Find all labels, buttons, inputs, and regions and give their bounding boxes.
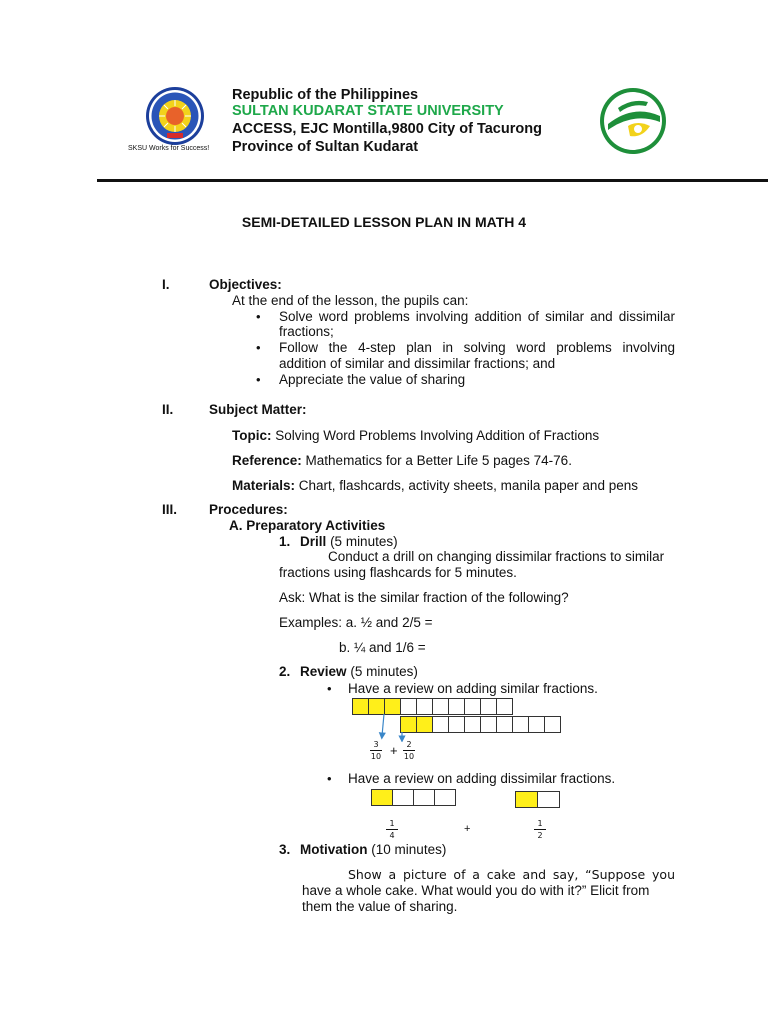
fraction-bar-line	[386, 829, 398, 830]
similar-fraction-1	[369, 740, 383, 761]
shaded-fraction-cell	[352, 698, 369, 715]
procedures-numeral: III.	[162, 502, 178, 517]
fraction-cell	[544, 716, 561, 733]
drill-heading	[279, 534, 398, 550]
similar-fraction-2-num: 2	[406, 740, 412, 749]
objectives-intro: At the end of the lesson, the pupils can:	[232, 293, 469, 308]
shaded-fraction-cell	[515, 791, 538, 808]
section-a-heading: A. Preparatory Activities	[229, 518, 386, 533]
reference-line	[232, 453, 572, 469]
similar-fraction-1-num: 3	[373, 740, 379, 749]
motivation-heading	[279, 842, 446, 858]
fraction-cell	[480, 716, 497, 733]
fraction-cell	[416, 698, 433, 715]
review-heading	[279, 664, 418, 680]
fraction-cell	[432, 716, 449, 733]
reference-value: Mathematics for a Better Life 5 pages 74-76.	[305, 453, 572, 468]
access-logo	[598, 86, 668, 161]
fraction-cell	[480, 698, 497, 715]
similar-fraction-2-den: 10	[403, 752, 415, 761]
similar-fraction-1-den: 10	[370, 752, 382, 761]
objective-1-line1: Solve word problems involving addition of similar and dissimilar	[279, 309, 675, 324]
dissimilar-fraction-1-num: 1	[389, 819, 395, 828]
fraction-cell	[413, 789, 435, 806]
drill-line2: fractions using flashcards for 5 minutes.	[279, 565, 517, 580]
dissimilar-fraction-bar-2	[515, 791, 562, 808]
motivation-line3: them the value of sharing.	[302, 899, 458, 914]
fraction-cell	[537, 791, 560, 808]
procedures-heading: Procedures:	[209, 502, 288, 517]
subject-numeral: II.	[162, 402, 174, 417]
objective-2-line1: Follow the 4-step plan in solving word problems involving	[279, 340, 675, 355]
seal-caption: SKSU Works for Success!	[128, 145, 210, 152]
fraction-cell	[464, 716, 481, 733]
fraction-cell	[512, 716, 529, 733]
drill-number: 1.	[279, 534, 291, 549]
fraction-cell	[528, 716, 545, 733]
objective-1-line2: fractions;	[279, 324, 334, 339]
fraction-cell	[496, 698, 513, 715]
bullet-icon: •	[327, 771, 332, 786]
objectives-numeral: I.	[162, 277, 170, 292]
dissimilar-plus: +	[464, 823, 471, 835]
dissimilar-fraction-1-den: 4	[389, 831, 395, 840]
dissimilar-fraction-1	[385, 819, 399, 840]
fraction-bar-line	[370, 750, 382, 751]
page-title: SEMI-DETAILED LESSON PLAN IN MATH 4	[241, 214, 527, 230]
bullet-icon: •	[256, 340, 261, 355]
similar-fraction-bar-2	[400, 716, 571, 733]
objective-3: Appreciate the value of sharing	[279, 372, 466, 387]
review-duration: (5 minutes)	[350, 664, 418, 679]
review-item-dissimilar: Have a review on adding dissimilar fractions.	[348, 771, 616, 786]
motivation-number: 3.	[279, 842, 291, 857]
bullet-icon: •	[256, 309, 261, 324]
drill-example-b: b. ¼ and 1/6 =	[339, 640, 426, 655]
access-logo-icon	[598, 86, 668, 156]
dissimilar-fraction-2-num: 1	[537, 819, 543, 828]
topic-label: Topic:	[232, 428, 272, 443]
review-number: 2.	[279, 664, 291, 679]
fraction-cell	[432, 698, 449, 715]
bullet-icon: •	[256, 372, 261, 387]
header-province: Province of Sultan Kudarat	[232, 139, 419, 155]
drill-duration: (5 minutes)	[330, 534, 398, 549]
review-item-similar: Have a review on adding similar fractions.	[348, 681, 598, 696]
topic-value: Solving Word Problems Involving Addition of Fractions	[275, 428, 600, 443]
header-divider	[97, 179, 768, 182]
review-title: Review	[300, 664, 347, 679]
bullet-icon: •	[327, 681, 332, 696]
subject-heading: Subject Matter:	[209, 402, 307, 417]
arrow-down-icon	[382, 714, 384, 736]
motivation-title: Motivation	[300, 842, 368, 857]
dissimilar-fraction-2	[533, 819, 547, 840]
shaded-fraction-cell	[371, 789, 393, 806]
header-university-name: SULTAN KUDARAT STATE UNIVERSITY	[232, 103, 504, 119]
fraction-cell	[448, 716, 465, 733]
motivation-duration: (10 minutes)	[371, 842, 447, 857]
similar-plus: +	[390, 743, 398, 758]
dissimilar-fraction-bar-1	[371, 789, 460, 806]
materials-label: Materials:	[232, 478, 296, 493]
materials-line	[232, 478, 638, 494]
dissimilar-fraction-2-den: 2	[537, 831, 543, 840]
fraction-cell	[434, 789, 456, 806]
topic-line	[232, 428, 599, 444]
objectives-heading: Objectives:	[209, 277, 282, 292]
motivation-line1: Show a picture of a cake and say, “Suppose you	[348, 867, 675, 882]
fraction-cell	[392, 789, 414, 806]
drill-title: Drill	[300, 534, 327, 549]
drill-ask: Ask: What is the similar fraction of the following?	[279, 590, 569, 605]
materials-value: Chart, flashcards, activity sheets, manila paper and pens	[298, 478, 638, 493]
drill-example-a: Examples: a. ½ and 2/5 =	[279, 615, 433, 630]
header-address: ACCESS, EJC Montilla,9800 City of Tacurong	[232, 121, 542, 137]
motivation-line2: have a whole cake. What would you do with it?” Elicit from	[302, 883, 650, 898]
reference-label: Reference:	[232, 453, 302, 468]
objective-2-line2: addition of similar and dissimilar fractions; and	[279, 356, 556, 371]
arrow-icons	[370, 712, 410, 742]
similar-fraction-2	[402, 740, 416, 761]
fraction-bar-line	[403, 750, 415, 751]
header-republic: Republic of the Philippines	[232, 87, 419, 103]
fraction-cell	[448, 698, 465, 715]
drill-line1: Conduct a drill on changing dissimilar fractions to similar	[328, 549, 665, 564]
shaded-fraction-cell	[416, 716, 433, 733]
fraction-bar-line	[534, 829, 546, 830]
university-seal	[130, 86, 220, 158]
fraction-cell	[496, 716, 513, 733]
fraction-cell	[464, 698, 481, 715]
